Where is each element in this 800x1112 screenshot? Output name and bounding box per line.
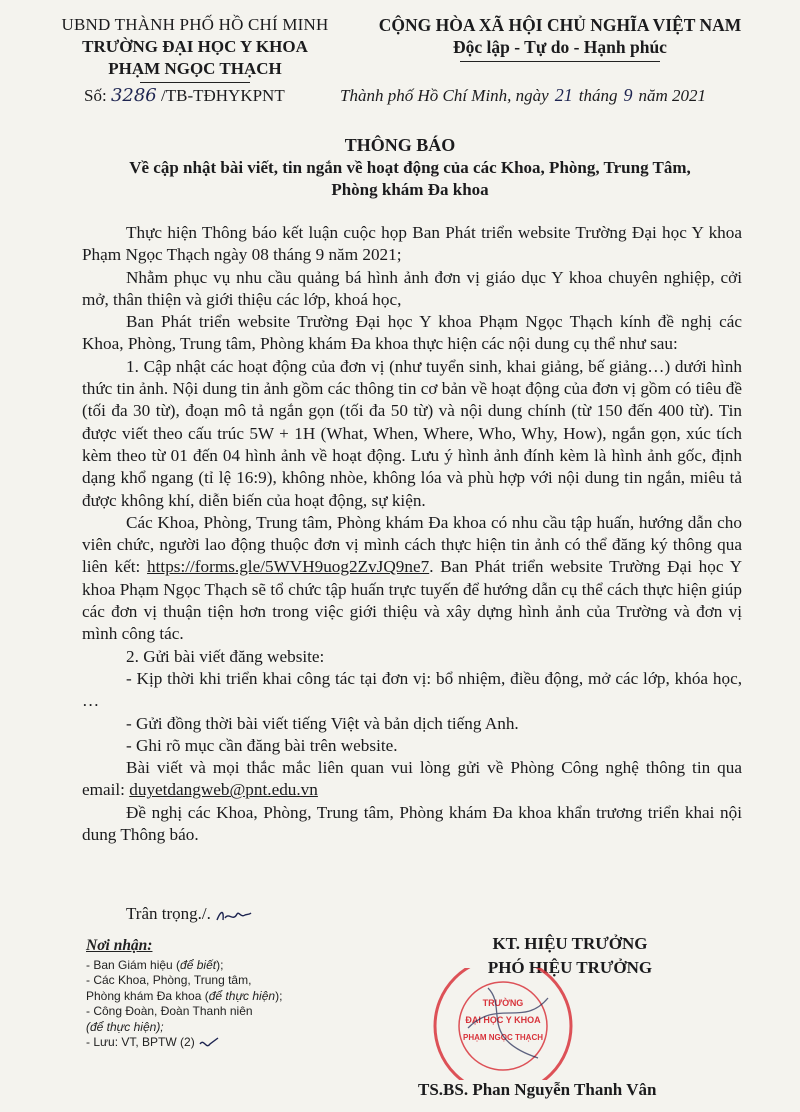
paragraph: 2. Gửi bài viết đăng website:	[126, 646, 325, 666]
recipient-item	[86, 958, 386, 974]
issuer-underline	[140, 82, 250, 83]
recipient-text: - Ban Giám hiệu (	[86, 957, 181, 972]
recipient-note: để biết	[180, 957, 217, 972]
checkmark-signature-icon	[198, 1036, 220, 1050]
paragraph-with-link	[82, 512, 742, 646]
official-seal-icon	[428, 968, 578, 1080]
issue-date	[340, 85, 706, 106]
closing-line	[126, 904, 253, 924]
initials-signature-icon	[215, 906, 253, 924]
signer-name: TS.BS. Phan Nguyễn Thanh Vân	[418, 1080, 657, 1099]
document-title: THÔNG BÁO	[344, 135, 456, 155]
closing-text: Trân trọng./.	[126, 904, 211, 923]
recipient-text: - Lưu: VT, BPTW (2)	[86, 1035, 195, 1049]
paragraph-text: Bài viết và mọi thắc mắc liên quan vui lòng gửi về Phòng Công nghệ thông tin qua email:	[82, 758, 742, 800]
doc-number-handwritten: 3286	[110, 85, 157, 106]
recipient-note: để thực hiện	[208, 988, 276, 1003]
recipient-item	[86, 989, 386, 1005]
national-header	[345, 14, 775, 62]
recipient-item: - Các Khoa, Phòng, Trung tâm,	[86, 973, 252, 987]
recipient-item	[86, 1035, 386, 1051]
doc-number-prefix: Số:	[84, 86, 111, 105]
date-month-handwritten: 9	[623, 85, 633, 105]
registration-link[interactable]: https://forms.gle/5WVH9uog2ZvJQ9ne7	[147, 557, 430, 577]
recipients-block	[86, 938, 386, 1051]
recipient-item: - Công Đoàn, Đoàn Thanh niên	[86, 1004, 253, 1018]
motto-underline	[460, 61, 660, 62]
signer-title-1: KT. HIỆU TRƯỞNG	[492, 934, 648, 953]
paragraph: - Gửi đồng thời bài viết tiếng Việt và bản dịch tiếng Anh.	[126, 713, 519, 733]
paragraph: - Ghi rõ mục cần đăng bài trên website.	[126, 735, 398, 755]
country-line: CỘNG HÒA XÃ HỘI CHỦ NGHĨA VIỆT NAM	[378, 15, 742, 35]
doc-number-suffix: /TB-TĐHYKPNT	[156, 86, 285, 105]
issuer-block	[50, 14, 340, 87]
paragraph: Đề nghị các Khoa, Phòng, Trung tâm, Phòng khám Đa khoa khẩn trương triển khai nội dung Thông báo.	[82, 802, 742, 845]
paragraph: Thực hiện Thông báo kết luận cuộc họp Ban Phát triển website Trường Đại học Y khoa Phạm Ngọc Thạch ngày 08 tháng 9 năm 2021;	[82, 223, 742, 265]
recipient-note: (để thực hiện);	[86, 1019, 164, 1034]
date-part3: năm 2021	[638, 86, 706, 105]
recipient-text: Phòng khám Đa khoa (	[86, 988, 209, 1003]
org-line: UBND THÀNH PHỐ HỒ CHÍ MINH	[61, 15, 329, 34]
date-day-handwritten: 21	[554, 85, 573, 105]
paragraph: - Kịp thời khi triển khai công tác tại đơn vị: bổ nhiệm, điều động, mở các lớp, khóa học, …	[82, 668, 742, 711]
date-part2: tháng	[578, 86, 618, 105]
paragraph-with-email	[82, 757, 742, 802]
paragraph-text: Các Khoa, Phòng, Trung tâm, Phòng khám Đa khoa có nhu cầu tập huấn, hướng dẫn cho viên chức, người lao động thuộc đơn vị mình cách thực hiện tin ảnh có thể đăng ký thông qua liên kết:	[82, 512, 742, 577]
paragraph-text: . Ban Phát triển website Trường Đại học Y khoa Phạm Ngọc Thạch sẽ tổ chức tập huấn trực tuyến để hướng dẫn cụ thể cách thực hiện giúp các đơn vị thuận tiện hơn trong việc giới thiệu và xây dựng hình ảnh của Trường và đơn vị mình công tác.	[82, 557, 743, 644]
svg-text:ĐẠI HỌC Y KHOA: ĐẠI HỌC Y KHOA	[465, 1015, 541, 1025]
signer-title-2: PHÓ HIỆU TRƯỞNG	[487, 958, 653, 977]
svg-text:TRƯỜNG: TRƯỜNG	[482, 998, 524, 1008]
document-number	[84, 85, 285, 106]
paragraph: Nhằm phục vụ nhu cầu quảng bá hình ảnh đơn vị giáo dục Y khoa chuyên nghiệp, cởi mở, thân thiện và giới thiệu các lớp, khoá học,	[82, 267, 742, 309]
school-name-line1: TRƯỜNG ĐẠI HỌC Y KHOA	[82, 37, 308, 56]
subtitle-line2: Phòng khám Đa khoa	[331, 180, 489, 199]
recipient-text: );	[275, 988, 283, 1003]
motto-line: Độc lập - Tự do - Hạnh phúc	[453, 37, 667, 57]
svg-text:PHẠM NGỌC THẠCH: PHẠM NGỌC THẠCH	[463, 1033, 543, 1042]
recipient-item	[86, 1020, 386, 1036]
school-name-line2: PHẠM NGỌC THẠCH	[108, 59, 282, 78]
document-body	[82, 222, 742, 846]
recipient-text: );	[216, 957, 224, 972]
document-subtitle	[80, 157, 740, 201]
contact-email-link[interactable]: duyetdangweb@pnt.edu.vn	[129, 780, 318, 800]
date-part1: Thành phố Hồ Chí Minh, ngày	[340, 86, 549, 105]
subtitle-line1: Về cập nhật bài viết, tin ngắn về hoạt động của các Khoa, Phòng, Trung Tâm,	[129, 158, 691, 177]
paragraph: Ban Phát triển website Trường Đại học Y khoa Phạm Ngọc Thạch kính đề nghị các Khoa, Phòng, Trung tâm, Phòng khám Đa khoa thực hiện các nội dung cụ thể như sau:	[82, 312, 742, 354]
recipients-heading: Nơi nhận:	[86, 937, 153, 954]
paragraph: 1. Cập nhật các hoạt động của đơn vị (như tuyển sinh, khai giảng, bế giảng…) dưới hình thức tin ảnh. Nội dung tin ảnh gồm các thông tin cơ bản về hoạt động của đơn vị gồm có tiêu đề (tối đa 30 từ), đoạn mô tả ngắn gọn (tối đa 50 từ) và nội dung chính (từ 150 đến 400 từ). Tin được viết theo cấu trúc 5W + 1H (What, When, Where, Who, Why, How), ngắn gọn, xúc tích kèm theo từ 01 đến 04 hình ảnh về hoạt động. Lưu ý hình ảnh đính kèm là hình ảnh gốc, định dạng khổ ngang (tỉ lệ 16:9), không nhòe, không lóa và phù hợp với nội dung tin ngắn, miêu tả được không khí, diễn biến của hoạt động, sự kiện.	[82, 356, 742, 510]
